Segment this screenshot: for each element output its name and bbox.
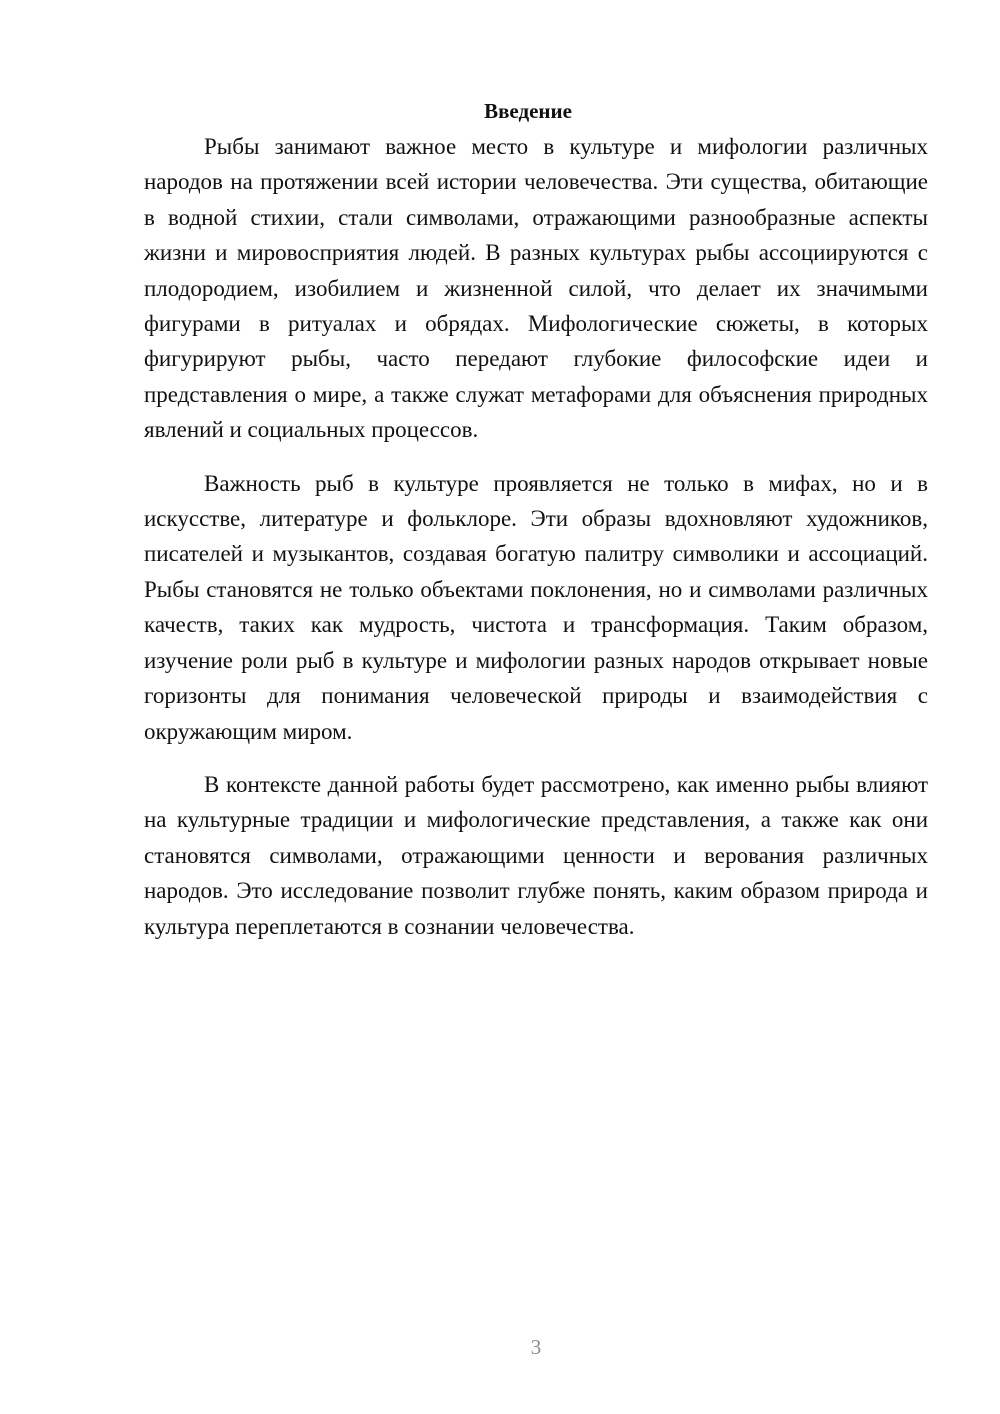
page-body <box>144 94 928 944</box>
page-number: 3 <box>530 1335 542 1359</box>
paragraph-3: В контексте данной работы будет рассмотрено, как именно рыбы влияют на культурные традиции и мифологические представления, а также как они становятся символами, отражающими ценности и верования различных народов. Это исследование позволит глубже понять, каким образом природа и культура переплетаются в сознании человечества. <box>144 771 928 939</box>
paragraph-2: Важность рыб в культуре проявляется не только в мифах, но и в искусстве, литературе и фольклоре. Эти образы вдохновляют художников, писателей и музыкантов, создавая богатую палитру символики и ассоциаций. Рыбы становятся не только объектами поклонения, но и символами различных качеств, таких как мудрость, чистота и трансформация. Таким образом, изучение роли рыб в культуре и мифологии разных народов открывает новые горизонты для понимания человеческой природы и взаимодействия с окружающим миром. <box>144 470 928 744</box>
paragraph-1: Рыбы занимают важное место в культуре и мифологии различных народов на протяжении всей истории человечества. Эти существа, обитающие в водной стихии, стали символами, отражающими разнообразные аспекты жизни и мировосприятия людей. В разных культурах рыбы ассоциируются с плодородием, изобилием и жизненной силой, что делает их значимыми фигурами в ритуалах и обрядах. Мифологические сюжеты, в которых фигурируют рыбы, часто передают глубокие философские идеи и представления о мире, а также служат метафорами для объяснения природных явлений и социальных процессов. <box>144 134 928 443</box>
section-heading: Введение <box>484 99 572 123</box>
